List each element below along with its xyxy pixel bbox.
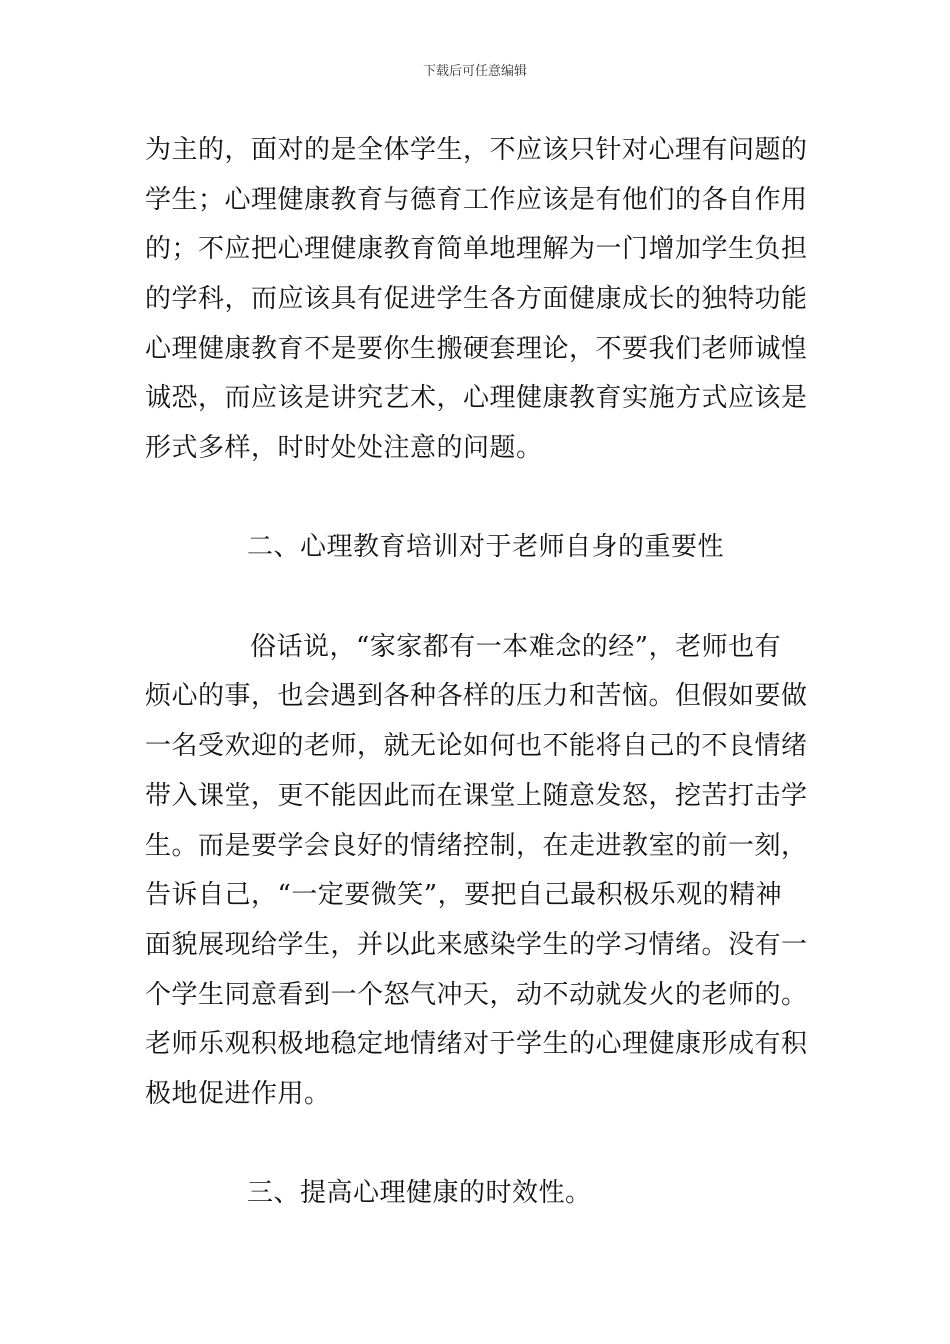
paragraph-2-line-9: 老师乐观积极地稳定地情绪对于学生的心理健康形成有积 [145, 1029, 808, 1059]
paragraph-2-line-7: 面貌展现给学生，并以此来感染学生的学习情绪。没有一 [145, 930, 808, 960]
paragraph-2-line-1: 俗话说，“家家都有一本难念的经”，老师也有 [250, 632, 782, 662]
paragraph-2-line-3: 一名受欢迎的老师，就无论如何也不能将自己的不良情绪 [145, 731, 808, 761]
paragraph-1-line-5: 心理健康教育不是要你生搬硬套理论，不要我们老师诚惶 [145, 334, 808, 364]
paragraph-1-line-1: 为主的，面对的是全体学生，不应该只针对心理有问题的 [145, 135, 808, 165]
paragraph-2-line-10: 极地促进作用。 [145, 1079, 331, 1109]
paragraph-2-line-2: 烦心的事，也会遇到各种各样的压力和苦恼。但假如要做 [145, 681, 808, 711]
paragraph-1-line-7: 形式多样，时时处处注意的问题。 [145, 433, 543, 463]
section-heading-2: 二、心理教育培训对于老师自身的重要性 [247, 532, 725, 562]
section-heading-3: 三、提高心理健康的时效性。 [247, 1178, 592, 1208]
paragraph-1-line-4: 的学科，而应该具有促进学生各方面健康成长的独特功能 [145, 284, 808, 314]
paragraph-1-line-2: 学生；心理健康教育与德育工作应该是有他们的各自作用 [145, 185, 808, 215]
paragraph-2-line-4: 带入课堂，更不能因此而在课堂上随意发怒，挖苦打击学 [145, 781, 808, 811]
page-header: 下载后可任意编辑 [422, 64, 527, 79]
paragraph-1-line-6: 诚恐，而应该是讲究艺术，心理健康教育实施方式应该是 [145, 383, 808, 413]
paragraph-2-line-6: 告诉自己，“一定要微笑”，要把自己最积极乐观的精神 [145, 880, 783, 910]
paragraph-1-line-3: 的；不应把心理健康教育简单地理解为一门增加学生负担 [145, 234, 808, 264]
paragraph-2-line-5: 生。而是要学会良好的情绪控制，在走进教室的前一刻， [145, 831, 808, 861]
paragraph-2-line-8: 个学生同意看到一个怒气冲天，动不动就发火的老师的。 [145, 980, 808, 1010]
